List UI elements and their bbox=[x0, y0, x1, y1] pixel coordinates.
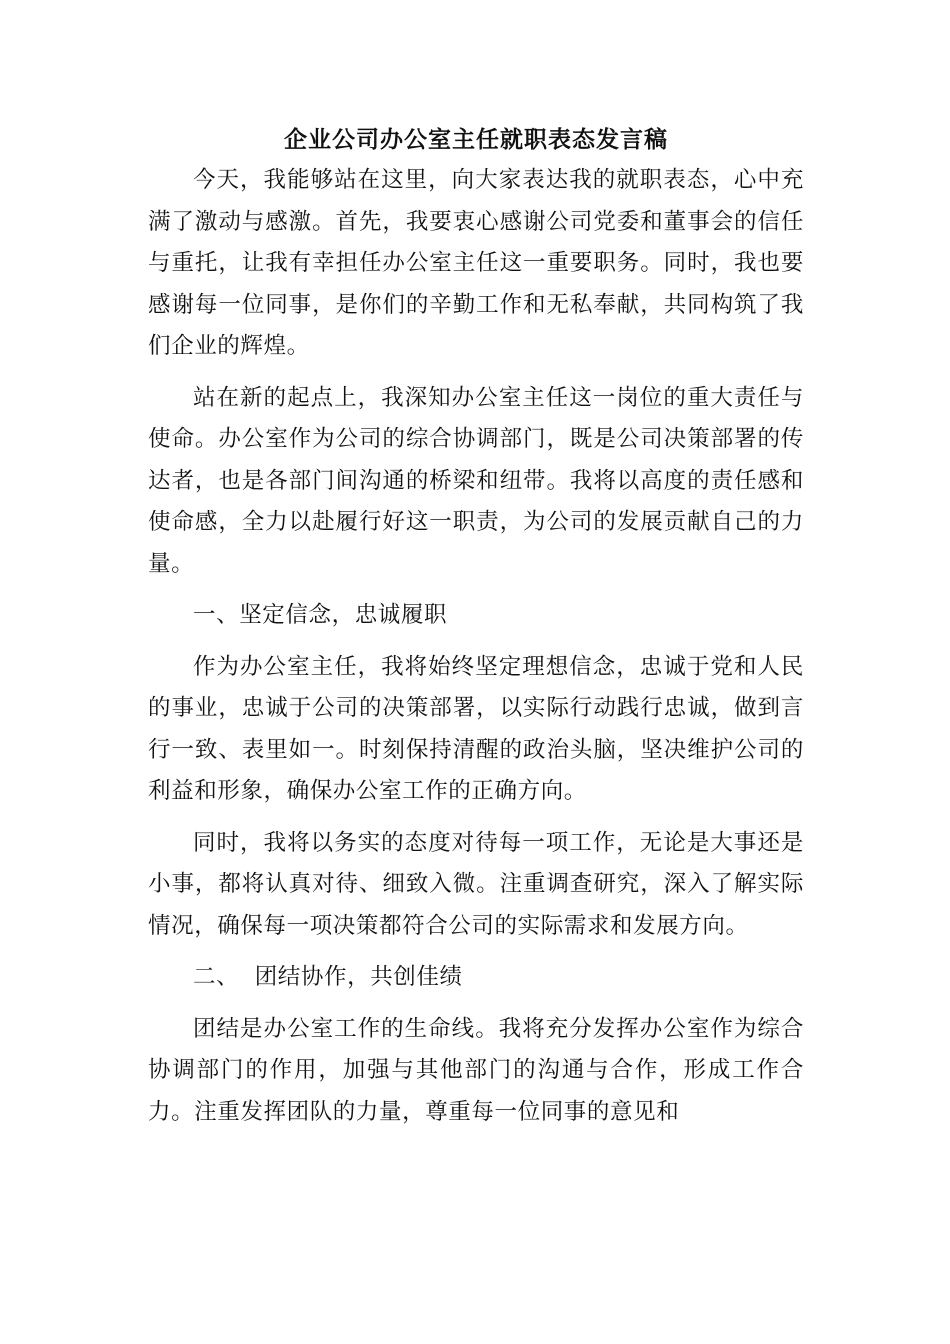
document-page bbox=[148, 120, 804, 1133]
section1-paragraph-2: 同时，我将以务实的态度对待每一项工作，无论是大事还是小事，都将认真对待、细致入微。注重调查研究，深入了解实际情况，确保每一项决策都符合公司的实际需求和发展方向。 bbox=[148, 829, 804, 939]
paragraph-intro-2: 站在新的起点上，我深知办公室主任这一岗位的重大责任与使命。办公室作为公司的综合协调部门，既是公司决策部署的传达者，也是各部门间沟通的桥梁和纽带。我将以高度的责任感和使命感，全力以赴履行好这一职责，为公司的发展贡献自己的力量。 bbox=[148, 384, 804, 577]
section-heading-1: 一、坚定信念，忠诚履职 bbox=[193, 602, 448, 628]
document-title: 企业公司办公室主任就职表态发言稿 bbox=[284, 126, 668, 153]
section-heading-2: 二、 团结协作，共创佳绩 bbox=[193, 964, 463, 990]
paragraph-intro-1: 今天，我能够站在这里，向大家表达我的就职表态，心中充满了激动与感激。首先，我要衷心感谢公司党委和董事会的信任与重托，让我有幸担任办公室主任这一重要职务。同时，我也要感谢每一位同事，是你们的辛勤工作和无私奉献，共同构筑了我们企业的辉煌。 bbox=[148, 167, 804, 359]
section2-paragraph-1: 团结是办公室工作的生命线。我将充分发挥办公室作为综合协调部门的作用，加强与其他部门的沟通与合作，形成工作合力。注重发挥团队的力量，尊重每一位同事的意见和 bbox=[148, 1015, 804, 1125]
section1-paragraph-1: 作为办公室主任，我将始终坚定理想信念，忠诚于党和人民的事业，忠诚于公司的决策部署，以实际行动践行忠诚，做到言行一致、表里如一。时刻保持清醒的政治头脑，坚决维护公司的利益和形象，确保办公室工作的正确方向。 bbox=[148, 653, 804, 804]
